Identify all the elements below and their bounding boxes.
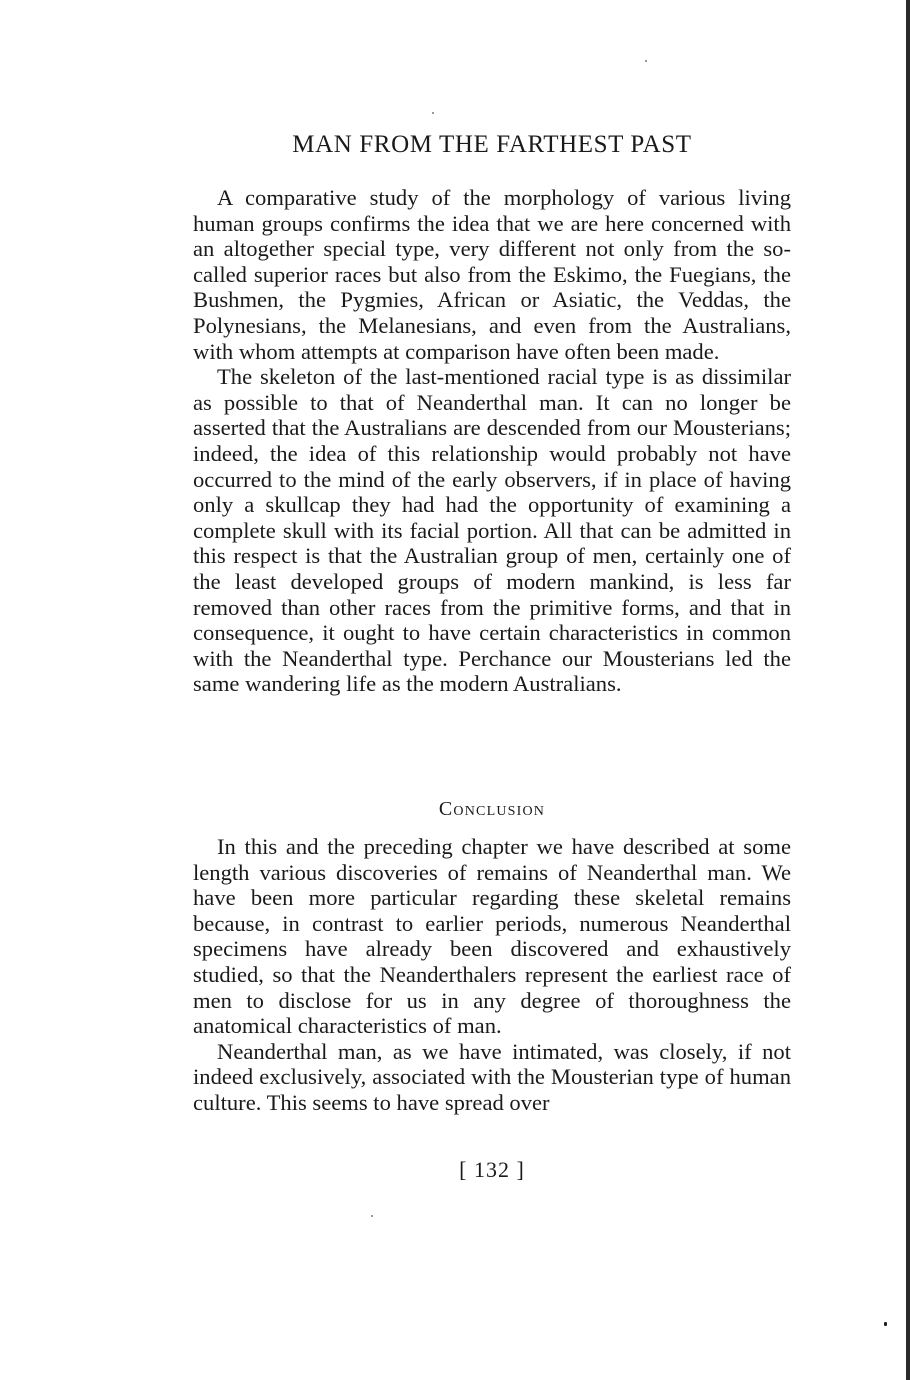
paragraph: A comparative study of the morphology of various living human groups confirms the idea that we are here concerned with an altogether special type, very different not only from the so-called superior races but also from the Eskimo, the Fuegians, the Bushmen, the Pygmies, African or Asiatic, the Veddas, the Polynesians, the Melanesians, and even from the Australians, with whom attempts at comparison have often been made. (193, 185, 791, 364)
paragraph: The skeleton of the last-mentioned racial type is as dissimilar as possible to that of Neanderthal man. It can no longer be asserted that the Australians are descended from our Mousterians; indeed, the idea of this relationship would probably not have occurred to the mind of the early observers, if in place of having only a skullcap they had had the opportunity of examining a complete skull with its facial portion. All that can be admitted in this respect is that the Australian group of men, certainly one of the least developed groups of modern mankind, is less far removed than other races from the primitive forms, and that in consequence, it ought to have certain characteristics in common with the Neanderthal type. Perchance our Mousterians led the same wandering life as the modern Australians. (193, 364, 791, 697)
page-number: [ 132 ] (459, 1157, 525, 1182)
paper-speck (884, 1322, 887, 1326)
running-head: MAN FROM THE FARTHEST PAST (292, 131, 692, 158)
paper-speck (432, 112, 434, 114)
section-heading: Conclusion (438, 798, 546, 820)
paragraph: In this and the preceding chapter we have described at some length various discoveries of remains of Neanderthal man. We have been more particular regarding these skeletal remains because, in contrast to earlier periods, numerous Neanderthal specimens have already been discovered and exhaustively studied, so that the Neanderthalers represent the earliest race of men to disclose for us in any degree of thoroughness the anatomical characteristics of man. (193, 834, 791, 1039)
paper-speck (371, 1215, 373, 1217)
scan-edge (906, 0, 910, 1380)
body-text-before (193, 185, 791, 697)
body-text-after (193, 834, 791, 1116)
paragraph: Neanderthal man, as we have intimated, was closely, if not indeed exclusively, associated with the Mousterian type of human culture. This seems to have spread over (193, 1038, 791, 1115)
paper-speck (645, 60, 647, 62)
